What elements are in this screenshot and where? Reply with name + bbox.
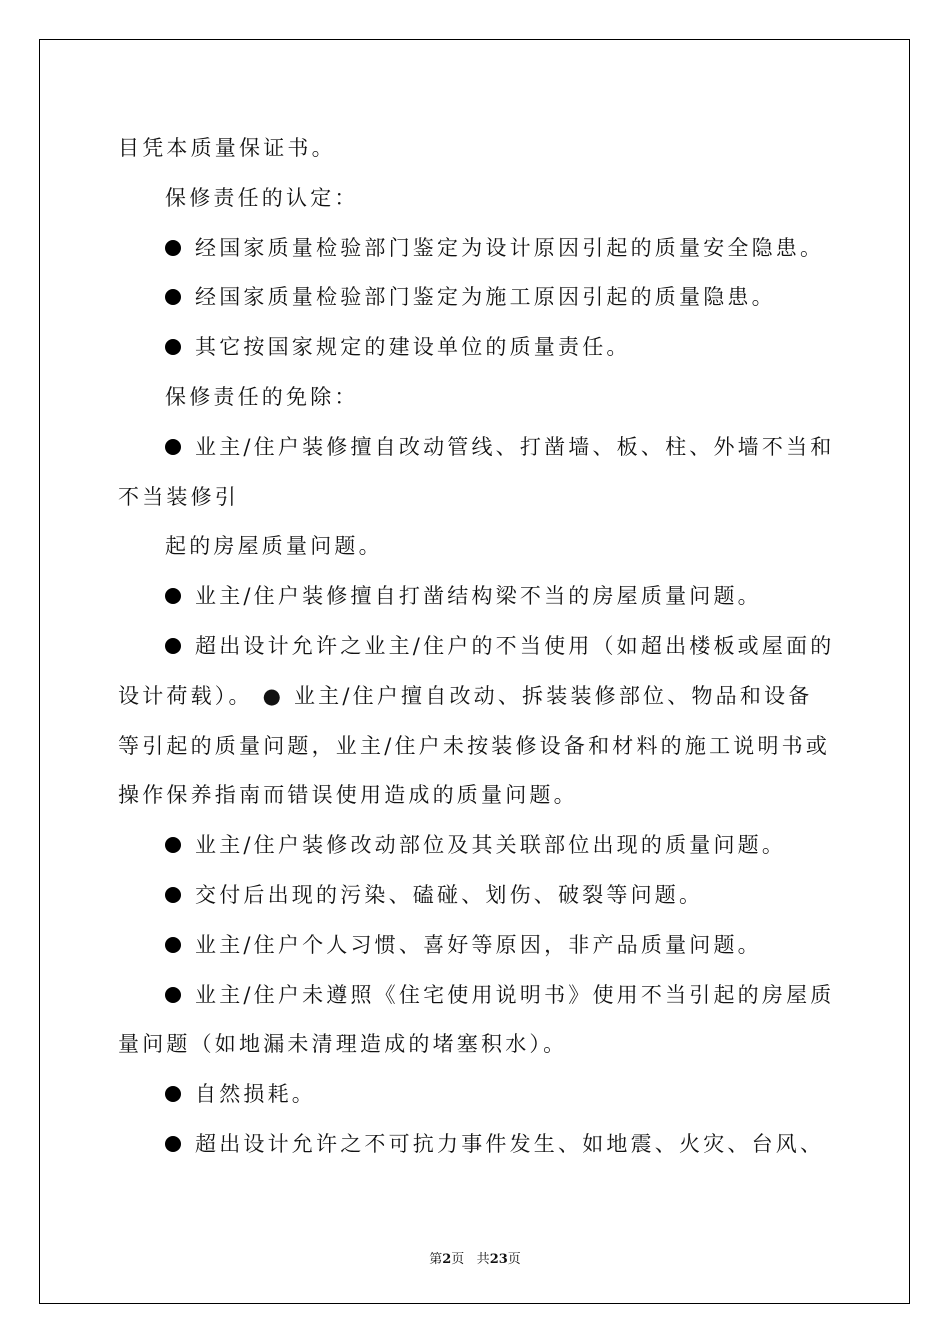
bullet-icon <box>165 987 181 1003</box>
bullet-icon <box>165 339 181 355</box>
bullet-paragraph-line <box>165 881 885 909</box>
line-text: 业主/住户装修改动部位及其关联部位出现的质量问题。 <box>195 833 787 857</box>
line-text: 业主/住户装修擅自打凿结构梁不当的房屋质量问题。 <box>195 584 762 608</box>
bullet-paragraph-line <box>165 283 885 311</box>
line-text: 保修责任的认定： <box>165 186 359 210</box>
paragraph-line <box>118 1030 838 1058</box>
bullet-icon <box>165 240 181 256</box>
bullet-icon <box>165 1136 181 1152</box>
paragraph-line <box>118 134 838 162</box>
line-text: 经国家质量检验部门鉴定为设计原因引起的质量安全隐患。 <box>195 236 825 260</box>
bullet-paragraph-line <box>165 1080 885 1108</box>
bullet-icon <box>165 937 181 953</box>
bullet-paragraph-line <box>165 931 885 959</box>
paragraph-line <box>165 383 885 411</box>
line-text: 业主/住户个人习惯、喜好等原因，非产品质量问题。 <box>195 933 762 957</box>
bullet-paragraph-line <box>165 632 885 660</box>
bullet-icon <box>165 289 181 305</box>
line-text: 业主/住户装修擅自改动管线、打凿墙、板、柱、外墙不当和 <box>195 435 835 459</box>
line-text: 起的房屋质量问题。 <box>165 534 383 558</box>
paragraph-line <box>118 781 838 809</box>
footer-total-prefix: 共 <box>476 1252 490 1267</box>
line-text: 量问题（如地漏未清理造成的堵塞积水）。 <box>118 1032 568 1056</box>
bullet-icon <box>165 887 181 903</box>
bullet-icon <box>165 837 181 853</box>
paragraph-line <box>118 483 838 511</box>
paragraph-line <box>165 532 885 560</box>
line-text: 经国家质量检验部门鉴定为施工原因引起的质量隐患。 <box>195 285 776 309</box>
bullet-paragraph-line <box>165 1130 885 1158</box>
line-text: 操作保养指南而错误使用造成的质量问题。 <box>118 783 578 807</box>
line-text: 超出设计允许之不可抗力事件发生、如地震、火灾、台风、 <box>195 1132 825 1156</box>
bullet-icon <box>165 588 181 604</box>
bullet-icon <box>165 439 181 455</box>
bullet-paragraph-line <box>165 333 885 361</box>
line-text: 保修责任的免除： <box>165 385 359 409</box>
line-text: 不当装修引 <box>118 485 239 509</box>
line-text: 等引起的质量问题，业主/住户未按装修设备和材料的施工说明书或 <box>118 734 831 758</box>
line-text: 超出设计允许之业主/住户的不当使用（如超出楼板或屋面的 <box>195 634 835 658</box>
paragraph-line <box>118 732 838 760</box>
footer-total-unit: 页 <box>507 1252 521 1267</box>
footer-page-unit: 页 <box>451 1252 465 1267</box>
footer-total-pages: 23 <box>489 1252 508 1267</box>
bullet-paragraph-line <box>165 831 885 859</box>
line-text: 业主/住户未遵照《住宅使用说明书》使用不当引起的房屋质 <box>195 983 835 1007</box>
line-text: 目凭本质量保证书。 <box>118 136 336 160</box>
line-text: 设计荷载）。 ● 业主/住户擅自改动、拆装装修部位、物品和设备 <box>118 684 813 708</box>
line-text: 自然损耗。 <box>195 1082 316 1106</box>
footer-prefix: 第 <box>429 1252 443 1267</box>
line-text: 交付后出现的污染、磕碰、划伤、破裂等问题。 <box>195 883 704 907</box>
paragraph-line <box>118 682 838 710</box>
bullet-icon <box>165 1086 181 1102</box>
bullet-icon <box>165 638 181 654</box>
bullet-paragraph-line <box>165 981 885 1009</box>
paragraph-line <box>165 184 885 212</box>
footer-page-number: 2 <box>442 1252 452 1267</box>
line-text: 其它按国家规定的建设单位的质量责任。 <box>195 335 631 359</box>
bullet-paragraph-line <box>165 234 885 262</box>
bullet-paragraph-line <box>165 582 885 610</box>
page-footer <box>0 1248 950 1267</box>
page-border <box>39 39 910 1304</box>
bullet-paragraph-line <box>165 433 885 461</box>
